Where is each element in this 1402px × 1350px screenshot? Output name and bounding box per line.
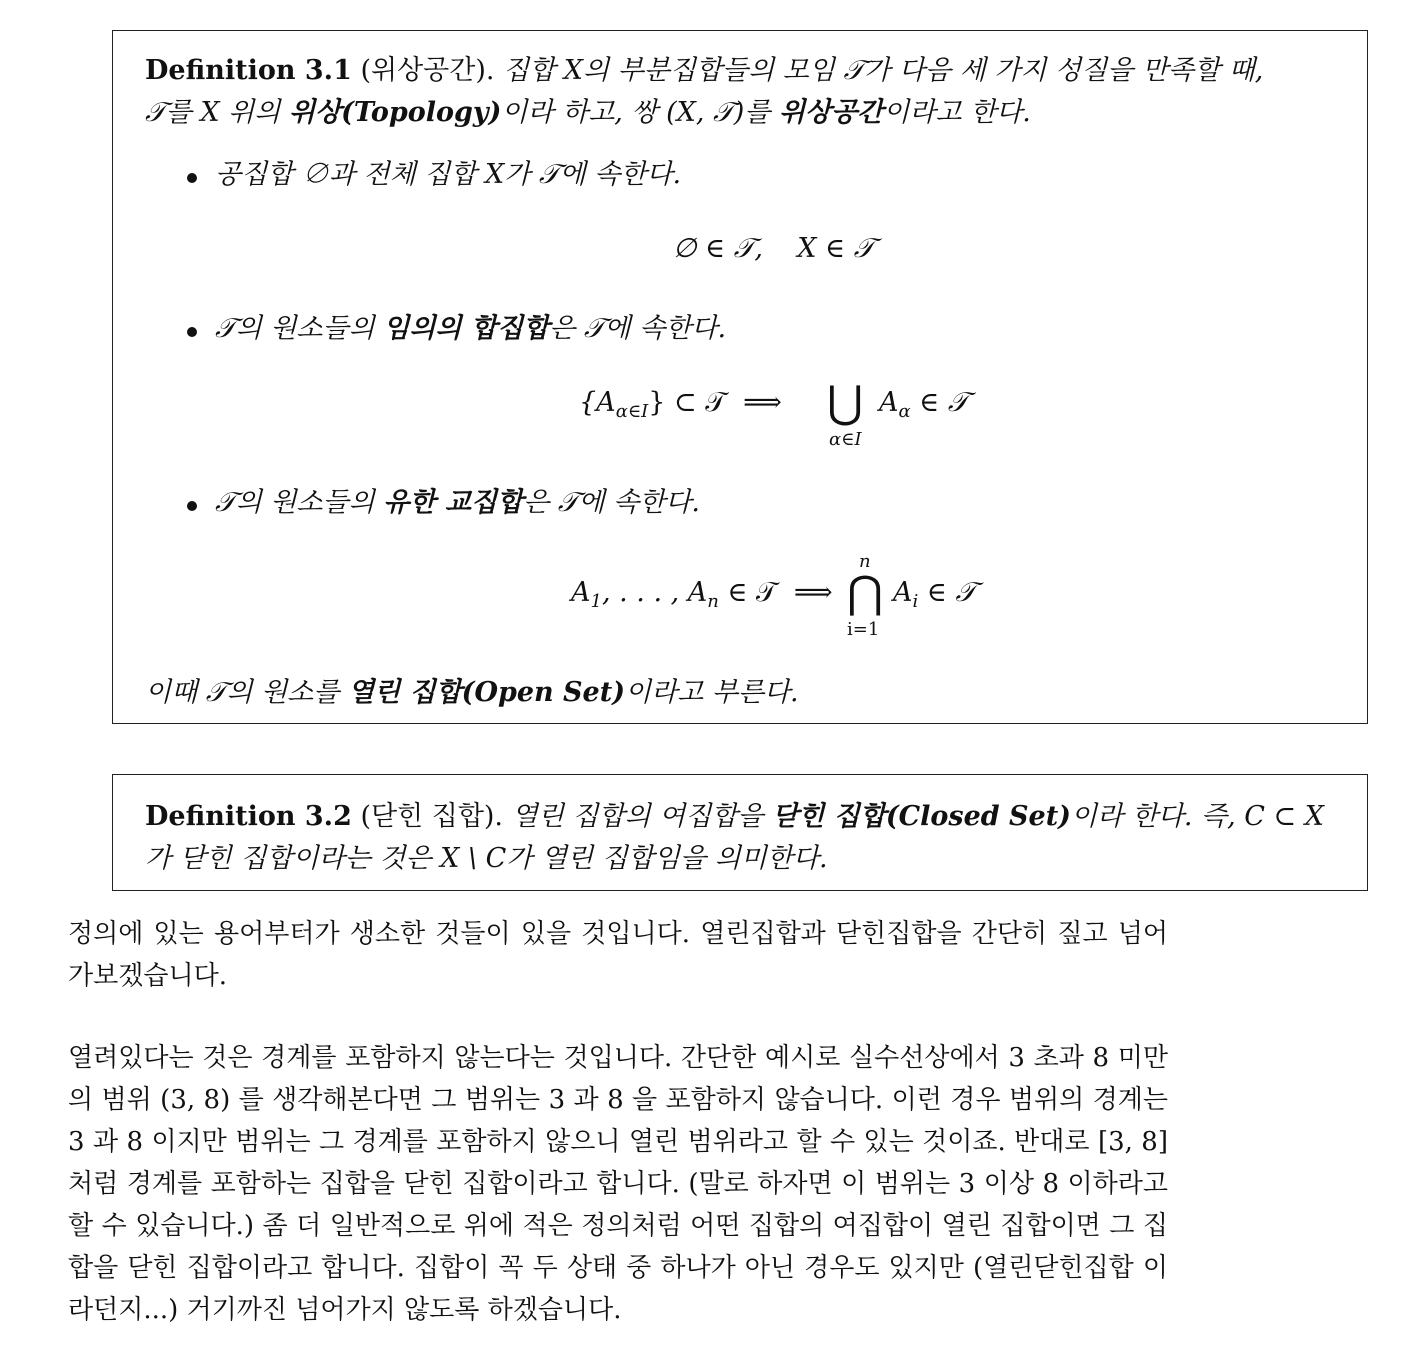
def1-text: 의 원소를: [226, 677, 348, 708]
math-x: X: [485, 159, 505, 190]
def2-text: 가 열린 집합임을 의미한다.: [506, 843, 828, 874]
bullet-3: [187, 501, 197, 511]
def1-math-t: 𝒯: [843, 55, 865, 86]
empty-set-symbol: ∅: [301, 159, 329, 190]
def1-text: 집합: [503, 55, 564, 86]
def2-text: 가 닫힌 집합이라는 것은: [145, 843, 441, 874]
def2-math-complement: X \ C: [440, 843, 507, 874]
math-t: 𝒯: [215, 313, 236, 344]
bullet-3-text: [215, 487, 700, 519]
def1-text: 가 다음 세 가지 성질을 만족할 때,: [864, 55, 1264, 86]
eq-part: ∈ 𝒯: [910, 387, 969, 418]
def2-line-2: [145, 843, 828, 875]
def1-term-topological-space: 위상공간: [778, 97, 884, 128]
eq-subscript: α∈I: [615, 401, 649, 422]
bullet-text: 에 속한다.: [604, 313, 727, 344]
union-limit: α∈I: [829, 429, 862, 450]
term-finite-intersection: 유한 교집합: [383, 487, 524, 518]
eq-part: A: [893, 577, 913, 608]
def2-math-subset: C ⊂ X: [1244, 801, 1324, 832]
def1-text: 이때: [145, 677, 206, 708]
eq-part: ∈ 𝒯: [918, 577, 977, 608]
big-union-symbol: ⋃: [827, 377, 864, 428]
bullet-2-text: [215, 313, 726, 345]
math-t: 𝒯: [583, 313, 605, 344]
def1-math-t: 𝒯: [145, 97, 166, 128]
def2-heading: Definition 3.2: [145, 801, 352, 832]
bullet-text: 가: [504, 159, 539, 190]
bullet-text: 의 원소들의: [235, 313, 384, 344]
bullet-text: 은: [523, 487, 558, 518]
math-t: 𝒯: [215, 487, 236, 518]
def2-text: 이라 한다. 즉,: [1070, 801, 1245, 832]
term-open-set: 열린 집합(Open Set): [347, 677, 625, 708]
def1-math-pair: (X, 𝒯): [666, 97, 745, 128]
equation-1: ∅ ∈ 𝒯, X ∈ 𝒯: [673, 233, 875, 264]
paragraph-open-closed-explanation: 열려있다는 것은 경계를 포함하지 않는다는 것입니다. 간단한 예시로 실수선상에서 3 초과 8 미만의 범위 (3, 8) 를 생각해본다면 그 범위는 3 과 8 을 포함하지 않습니다. 이런 경우 범위의 경계는 3 과 8 이지만 범위는 그 경계를 포함하지 않으니 열린 범위라고 할 수 있는 것이죠. 반대로 [3, 8] 처럼 경계를 포함하는 집합을 닫힌 집합이라고 합니다. (말로 하자면 이 범위는 3 이상 8 이하라고 할 수 있습니다.) 좀 더 일반적으로 위에 적은 정의처럼 어떤 집합의 여집합이 열린 집합이면 그 집합을 닫힌 집합이라고 합니다. 집합이 꼭 두 상태 중 하나가 아닌 경우도 있지만 (열린닫힌집합 이라던지...) 거기까진 넘어가지 않도록 하겠습니다.: [68, 1043, 1168, 1325]
bullet-text: 에 속한다.: [578, 487, 700, 518]
def1-text: 이라고 부른다.: [624, 677, 799, 708]
def1-text: 를: [744, 97, 779, 128]
math-t: 𝒯: [205, 677, 227, 708]
bullet-text: 은: [549, 313, 584, 344]
def1-text: 의 부분집합들의 모임: [583, 55, 844, 86]
def1-heading: Definition 3.1: [145, 55, 352, 86]
eq-part: {A: [579, 387, 616, 418]
bullet-text: 공집합: [215, 159, 302, 190]
math-t: 𝒯: [538, 159, 560, 190]
def1-math-x: X: [200, 97, 220, 128]
def1-title: (위상공간).: [360, 55, 495, 86]
eq-part: A: [879, 387, 899, 418]
equation-2-left: [579, 387, 782, 428]
bullet-2: [187, 327, 197, 337]
bullet-text: 과 전체 집합: [328, 159, 486, 190]
eq-part: A: [571, 577, 591, 608]
eq-subscript: 1: [590, 591, 602, 612]
equation-3-right: [893, 577, 976, 618]
equation-2-right: [879, 387, 969, 428]
def1-math-x: X: [563, 55, 584, 86]
def1-closing-line: [145, 677, 799, 709]
def1-line-2: [145, 97, 1031, 129]
bullet-text: 에 속한다.: [559, 159, 682, 190]
definition-3-2-box: [112, 774, 1368, 891]
bullet-1-text: [215, 159, 681, 191]
eq-part: } ⊂ 𝒯 ⟹: [648, 387, 782, 418]
def1-line-1: [145, 55, 1263, 87]
def1-text: 이라고 한다.: [883, 97, 1031, 128]
def2-text: 열린 집합의 여집합을: [511, 801, 773, 832]
math-t: 𝒯: [557, 487, 579, 518]
intersection-upper-limit: n: [859, 551, 871, 572]
definition-3-1-box: [112, 30, 1368, 724]
def1-text: 이라 하고, 쌍: [501, 97, 667, 128]
paragraph-intro: 정의에 있는 용어부터가 생소한 것들이 있을 것입니다. 열린집합과 닫힌집합을 간단히 짚고 넘어가보겠습니다.: [68, 919, 1168, 991]
def1-term-topology: 위상(Topology): [288, 97, 502, 128]
eq-part: ∈ 𝒯 ⟹: [718, 577, 833, 608]
def1-text: 를: [165, 97, 201, 128]
intersection-lower-limit: i=1: [847, 619, 880, 640]
term-arbitrary-union: 임의의 합집합: [383, 313, 550, 344]
def1-text: 위의: [219, 97, 289, 128]
eq-part: , . . . , A: [601, 577, 708, 608]
eq-subscript: i: [912, 591, 919, 612]
eq-subscript: α: [898, 401, 911, 422]
bullet-text: 의 원소들의: [235, 487, 384, 518]
eq-subscript: n: [707, 591, 719, 612]
bullet-1: [187, 173, 197, 183]
def2-title: (닫힌 집합).: [360, 801, 504, 832]
equation-3-left: [571, 577, 833, 618]
def2-line-1: [145, 801, 1324, 833]
big-intersection-symbol: ⋂: [847, 567, 884, 618]
term-closed-set: 닫힌 집합(Closed Set): [772, 801, 1071, 832]
